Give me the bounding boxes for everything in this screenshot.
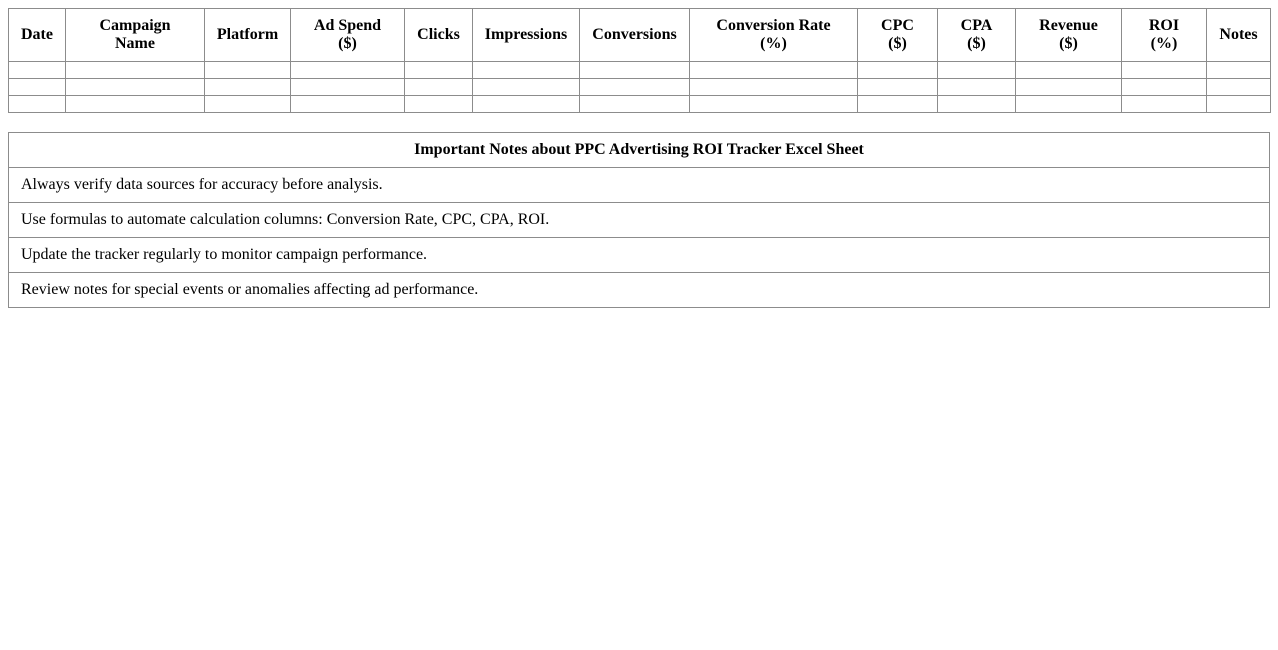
- table-cell[interactable]: [1207, 96, 1271, 113]
- notes-table: [8, 132, 1270, 308]
- column-header-unit: ($): [338, 35, 357, 52]
- column-header: [291, 9, 405, 62]
- note-text: Always verify data sources for accuracy before analysis.: [9, 168, 1270, 203]
- column-header-unit: ($): [967, 35, 986, 52]
- note-text: Update the tracker regularly to monitor campaign performance.: [9, 238, 1270, 273]
- note-row: [9, 238, 1270, 273]
- table-cell[interactable]: [1016, 79, 1122, 96]
- column-header-label: Revenue: [1039, 17, 1098, 34]
- column-header-unit: ($): [1059, 35, 1078, 52]
- column-header: [858, 9, 938, 62]
- table-cell[interactable]: [473, 96, 580, 113]
- table-cell[interactable]: [405, 96, 473, 113]
- column-header: [938, 9, 1016, 62]
- table-cell[interactable]: [205, 62, 291, 79]
- table-cell[interactable]: [1207, 62, 1271, 79]
- column-header-label: Clicks: [417, 26, 460, 43]
- column-header: [473, 9, 580, 62]
- column-header-label: CPC: [881, 17, 914, 34]
- table-cell[interactable]: [291, 96, 405, 113]
- note-text: Use formulas to automate calculation columns: Conversion Rate, CPC, CPA, ROI.: [9, 203, 1270, 238]
- column-header-label: Conversion Rate: [716, 17, 831, 34]
- column-header: [580, 9, 690, 62]
- table-cell[interactable]: [858, 79, 938, 96]
- table-cell[interactable]: [690, 62, 858, 79]
- column-header-unit: (%): [1150, 35, 1178, 52]
- column-header: [690, 9, 858, 62]
- table-row: [9, 79, 1271, 96]
- table-cell[interactable]: [1016, 62, 1122, 79]
- column-header: [1122, 9, 1207, 62]
- notes-header-row: [9, 133, 1270, 168]
- table-cell[interactable]: [9, 96, 66, 113]
- table-row: [9, 96, 1271, 113]
- roi-tracker-table: [8, 8, 1271, 113]
- table-cell[interactable]: [938, 79, 1016, 96]
- column-header-label: CPA: [960, 17, 993, 34]
- table-cell[interactable]: [1122, 96, 1207, 113]
- table-header-row: [9, 9, 1271, 62]
- page-content: [8, 8, 1270, 308]
- note-row: [9, 273, 1270, 308]
- table-cell[interactable]: [473, 79, 580, 96]
- column-header: [205, 9, 291, 62]
- table-cell[interactable]: [405, 79, 473, 96]
- table-cell[interactable]: [1122, 79, 1207, 96]
- table-cell[interactable]: [1207, 79, 1271, 96]
- table-cell[interactable]: [66, 96, 205, 113]
- table-cell[interactable]: [291, 79, 405, 96]
- column-header-label: Conversions: [592, 26, 677, 43]
- table-cell[interactable]: [580, 79, 690, 96]
- table-cell[interactable]: [690, 79, 858, 96]
- column-header: [1207, 9, 1271, 62]
- table-cell[interactable]: [938, 62, 1016, 79]
- column-header-label: Ad Spend: [313, 17, 382, 34]
- table-cell[interactable]: [580, 96, 690, 113]
- column-header-label: Notes: [1219, 26, 1258, 43]
- notes-title: Important Notes about PPC Advertising ROI Tracker Excel Sheet: [9, 133, 1270, 168]
- notes-body: [9, 168, 1270, 308]
- table-cell[interactable]: [9, 62, 66, 79]
- table-row: [9, 62, 1271, 79]
- column-header-label: Campaign: [99, 17, 171, 34]
- column-header: [66, 9, 205, 62]
- table-cell[interactable]: [66, 79, 205, 96]
- table-cell[interactable]: [205, 79, 291, 96]
- table-cell[interactable]: [9, 79, 66, 96]
- column-header-unit: (%): [760, 35, 787, 52]
- column-header: [1016, 9, 1122, 62]
- table-cell[interactable]: [66, 62, 205, 79]
- column-header-label: Platform: [216, 26, 279, 43]
- table-cell[interactable]: [938, 96, 1016, 113]
- column-header-unit: Name: [115, 35, 155, 52]
- table-cell[interactable]: [205, 96, 291, 113]
- note-text: Review notes for special events or anomalies affecting ad performance.: [9, 273, 1270, 308]
- table-cell[interactable]: [1016, 96, 1122, 113]
- table-cell[interactable]: [405, 62, 473, 79]
- column-header-unit: ($): [888, 35, 907, 52]
- column-header-label: Date: [21, 26, 53, 43]
- table-cell[interactable]: [1122, 62, 1207, 79]
- note-row: [9, 168, 1270, 203]
- column-header-label: Impressions: [484, 26, 568, 43]
- table-body: [9, 62, 1271, 113]
- column-header: [405, 9, 473, 62]
- table-cell[interactable]: [858, 96, 938, 113]
- table-cell[interactable]: [473, 62, 580, 79]
- table-cell[interactable]: [580, 62, 690, 79]
- table-cell[interactable]: [690, 96, 858, 113]
- column-header: [9, 9, 66, 62]
- column-header-label: ROI: [1148, 17, 1180, 34]
- table-cell[interactable]: [291, 62, 405, 79]
- table-cell[interactable]: [858, 62, 938, 79]
- note-row: [9, 203, 1270, 238]
